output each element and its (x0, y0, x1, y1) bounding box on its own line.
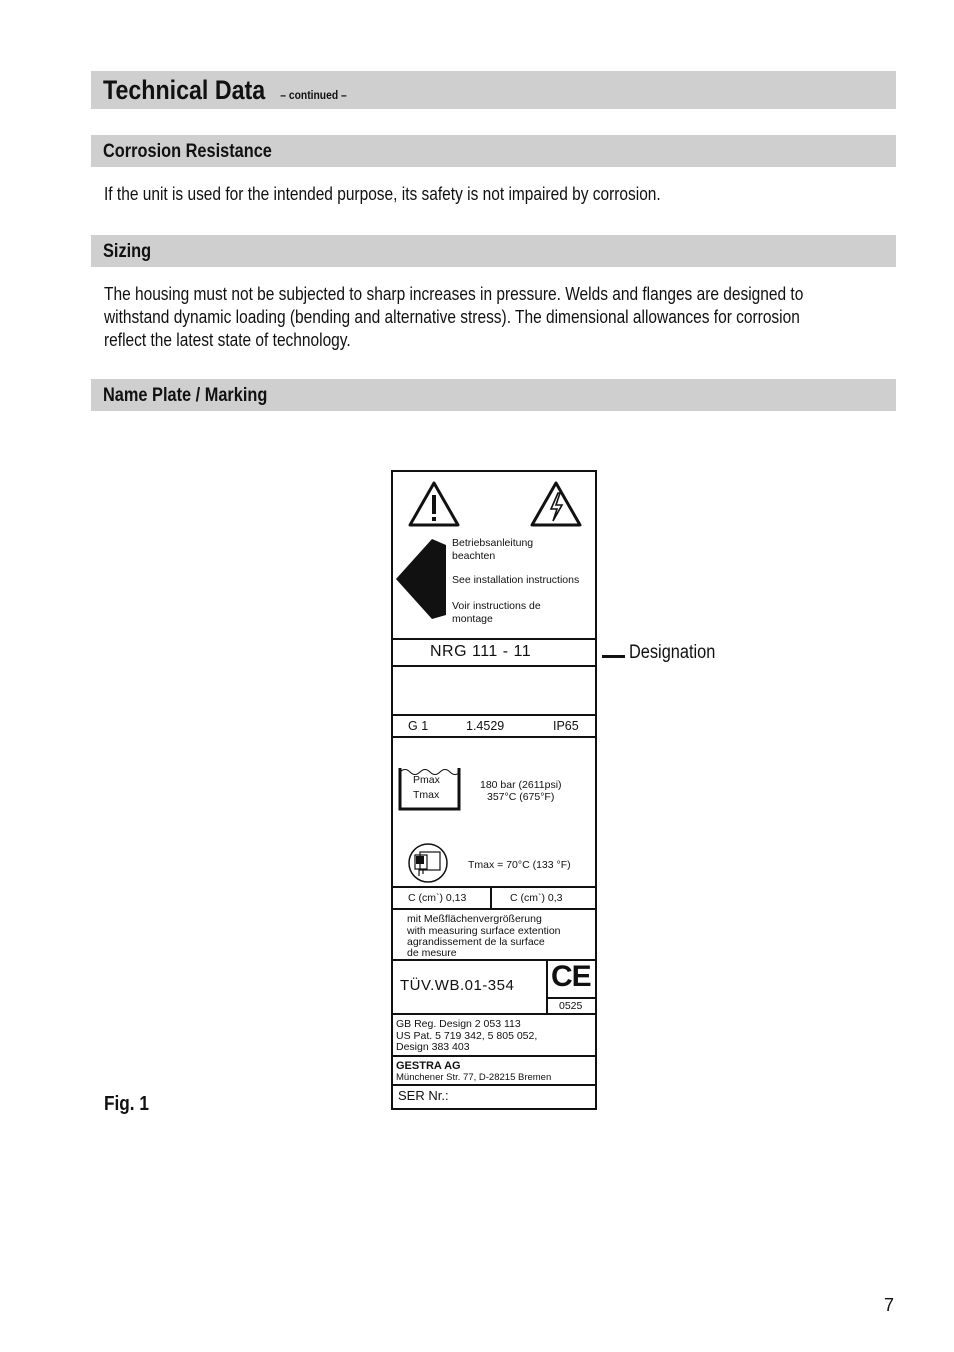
spec-material: 1.4529 (466, 719, 505, 733)
patent-design: Design 383 403 (396, 1041, 470, 1053)
patent-gb: GB Reg. Design 2 053 113 (396, 1018, 521, 1030)
pmax-label: Pmax (413, 774, 440, 786)
surface-de: mit Meßflächenvergrößerung (407, 913, 542, 925)
pmax-value: 180 bar (2611psi) (480, 779, 562, 791)
title-text: Technical Data (103, 75, 266, 105)
page-number: 7 (884, 1295, 895, 1315)
ce-number: 0525 (559, 1000, 583, 1012)
designation-value: NRG 111 - 11 (430, 643, 532, 660)
section-bar-nameplate (91, 379, 896, 411)
name-plate (391, 470, 597, 1110)
instruction-de-2: beachten (452, 550, 496, 562)
ce-mark: CE (551, 960, 591, 993)
ambient-tmax: Tmax = 70°C (133 °F) (468, 859, 571, 871)
figure-label: Fig. 1 (104, 1093, 149, 1115)
section-title-nameplate: Name Plate / Marking (103, 385, 268, 406)
surface-en: with measuring surface extention (407, 925, 561, 937)
instruction-fr-2: montage (452, 613, 493, 625)
company-name: GESTRA AG (396, 1060, 461, 1072)
header-bar (91, 71, 896, 109)
instruction-en: See installation instructions (452, 574, 580, 586)
serial-number: SER Nr.: (398, 1088, 449, 1103)
title-continued: – continued – (280, 88, 347, 102)
sizing-line: The housing must not be subjected to sharp increases in pressure. Welds and flanges are designed to (104, 284, 804, 304)
warning-triangle-icon (407, 480, 461, 528)
electrical-hazard-icon (529, 480, 583, 528)
tmax-value: 357°C (675°F) (487, 791, 555, 803)
section-title-sizing: Sizing (103, 241, 152, 262)
instruction-fr-1: Voir instructions de (452, 600, 541, 612)
section-title-corrosion: Corrosion Resistance (103, 141, 272, 162)
section-bar-sizing (91, 235, 896, 267)
section-bar-corrosion (91, 135, 896, 167)
ambient-temperature-icon (407, 842, 449, 884)
callout-designation: Designation (629, 642, 716, 663)
capacitance-2: C (cm`) 0,3 (510, 892, 563, 904)
surface-fr-1: agrandissement de la surface (407, 936, 545, 948)
instruction-de-1: Betriebsanleitung (452, 537, 534, 549)
corrosion-text: If the unit is used for the intended purpose, its safety is not impaired by corrosion. (104, 184, 661, 204)
surface-fr-2: de mesure (407, 947, 457, 959)
page-title (103, 75, 347, 106)
callout-leader-line (602, 655, 625, 658)
tmax-label: Tmax (413, 789, 440, 801)
company-address: Münchener Str. 77, D-28215 Bremen (396, 1072, 552, 1083)
sizing-line: reflect the latest state of technology. (104, 330, 351, 350)
sizing-line: withstand dynamic loading (bending and alternative stress). The dimensional allowances for corrosion (104, 307, 800, 327)
arrow-left-icon (395, 538, 447, 620)
sizing-text (104, 283, 878, 352)
capacitance-1: C (cm`) 0,13 (408, 892, 467, 904)
spec-g: G 1 (408, 719, 429, 733)
patent-us: US Pat. 5 719 342, 5 805 052, (396, 1030, 538, 1042)
spec-ip: IP65 (553, 719, 579, 733)
tuv-approval: TÜV.WB.01-354 (400, 977, 515, 994)
